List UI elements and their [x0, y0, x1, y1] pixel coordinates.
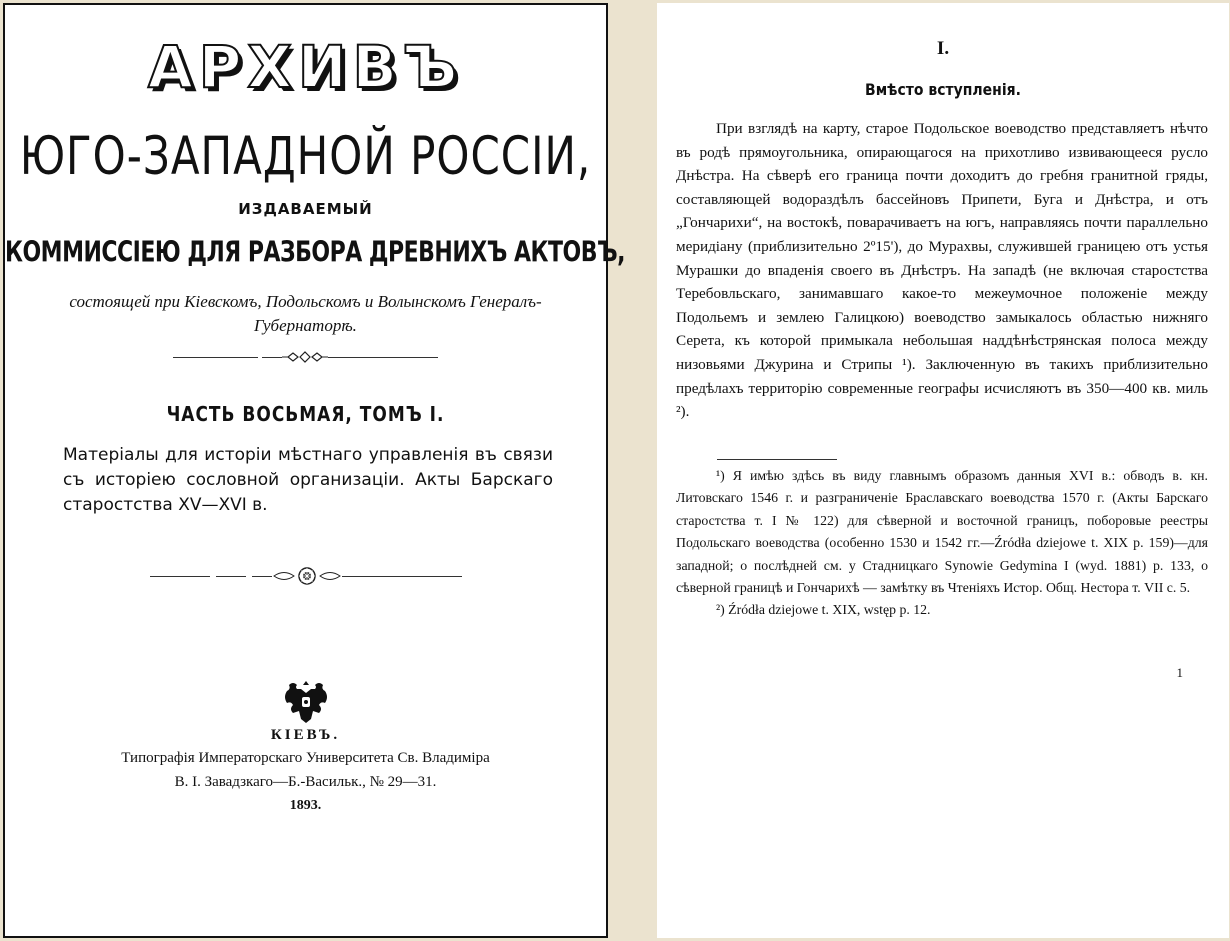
commission-description-line1: состоящей при Кiевскомъ, Подольскомъ и Волынскомъ Генералъ- [69, 292, 542, 311]
rosette-ornament-icon [272, 565, 342, 587]
section-heading: Вмѣсто вступленiя. [865, 81, 1021, 100]
text-page [657, 3, 1229, 938]
commission-name: КОММИССIЕЮ ДЛЯ РАЗБОРА ДРЕВНИХЪ АКТОВЪ, [5, 237, 626, 270]
page-number: 1 [1176, 665, 1183, 680]
archive-subtitle: ЮГО-ЗАПАДНОЙ РОССIИ, [19, 125, 592, 187]
body-text [676, 117, 1208, 424]
footnote-2: ²) Źródła dziejowe t. XIX, wstęp p. 12. [716, 602, 931, 618]
footnotes [676, 465, 1208, 622]
footnote-separator [717, 459, 837, 460]
diamond-ornament-icon [282, 350, 328, 364]
double-headed-eagle-emblem [5, 677, 606, 725]
ornament-divider-top [5, 350, 606, 364]
archive-title: АРХИВЪ [147, 33, 464, 101]
publication-year: 1893. [289, 798, 322, 813]
section-number: I. [936, 38, 950, 59]
commission-description-line2: Губернаторѣ. [254, 316, 357, 335]
title-page [3, 3, 626, 938]
ornament-divider-bottom [5, 565, 606, 587]
body-paragraph: При взглядѣ на карту, старое Подольское воеводство представляетъ нѣчто въ родѣ прямоугольника, опирающагося на прихотливо извивающееся русло Днѣстра. На сѣверѣ его граница почти доходитъ до гребня гранитной гряды, составляющей водораздѣлъ бассейновъ Припети, Буга и Днѣстра, и отъ „Гончарихи“, на востокѣ, поварачиваетъ на югъ, направляясь почти параллельно меридiану (приблизительно 2º15'), до Мурахвы, служившей границею отъ устья Мурашки до впаденiя своего въ Днѣстръ. На западѣ (не включая старостства Теребовльскаго, занимавшаго какое-то межеумочное положенiе между Подольемъ и землею Галицкою) воеводство замыкалось областью нижняго Серета, къ которой примыкала небольшая наддѣнѣстрянская полоса между низовьями Джурина и Стрипы ¹). Заключенную въ такихъ приблизительно предѣлахъ территорiю современные географы исчисляютъ въ 350—400 кв. миль ²). [676, 120, 1208, 421]
printer-address: В. I. Завадзкаго—Б.-Васильк., № 29—31. [174, 774, 437, 790]
city-name: КIЕВЪ. [270, 727, 341, 743]
published-by-label: ИЗДАВАЕМЫЙ [238, 200, 373, 218]
part-volume: ЧАСТЬ ВОСЬМАЯ, ТОМЪ I. [166, 403, 445, 427]
eagle-icon [281, 677, 331, 725]
printing-house: Типографiя Императорскаго Университета Св. Владимiра [121, 750, 490, 766]
materials-description: Матерiалы для исторiи мѣстнаго управленiя въ связи съ исторiею сословной организацiи. Акты Барскаго старостства XV—XVI в. [63, 445, 553, 515]
footnote-1: ¹) Я имѣю здѣсь въ виду главнымъ образомъ данныя XVI в.: обводъ в. кн. Литовскаго 1546 г. и разграниченiе Браславскаго воеводства 1570 г. (Акты Барскаго старостства т. I № 122) для сѣверной и восточной границъ, поборовые реестры Подольскаго воеводства (особенно 1530 и 1542 гг.—Źródła dziejowe t. XIX p. 159)—для западной; о послѣдней см. у Стадницкаго Synowie Gedymina I (wyd. 1881) р. 133, о сѣверной границѣ и Гончарихѣ — замѣтку въ Чтенiяхъ Истор. Общ. Нестора т. VII с. 5. [676, 468, 1208, 596]
